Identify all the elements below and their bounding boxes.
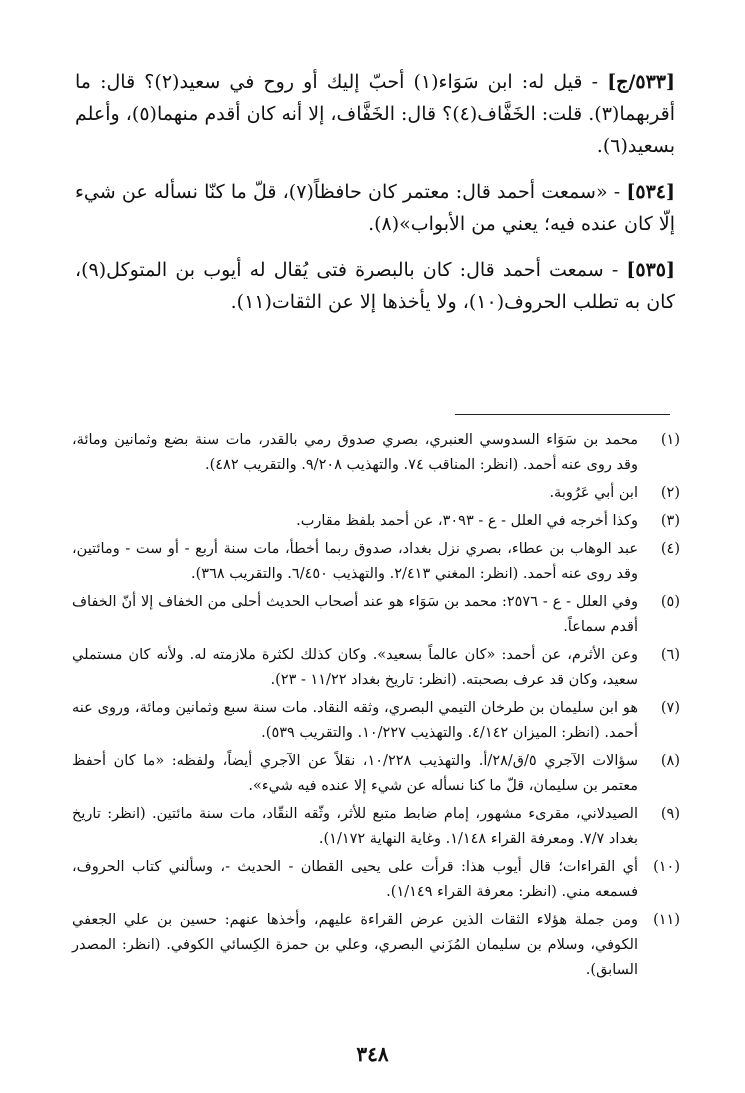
footnote-number: (١١) [653, 912, 680, 928]
footnote-text: وفي العلل - ع - ٢٥٧٦: محمد بن سَوَاء هو عند أصحاب الحديث أحلى من الخفاف إلا أنّ الخفاف أقدم سماعاً. [72, 594, 638, 635]
footnote-5 [72, 590, 680, 640]
footnote-text: هو ابن سليمان بن طرخان التيمي البصري، وثقه النقاد. مات سنة سبع وثمانين ومائة، وروى عنه أحمد. (انظر: الميزان ٤/١٤٢. والتهذيب ١٠/٢٢٧. والتقريب ٥٣٩). [72, 700, 638, 741]
footnote-9 [72, 802, 680, 852]
footnote-11 [72, 908, 680, 983]
footnote-text: محمد بن سَوَاء السدوسي العنبري، بصري صدوق رمي بالقدر، مات سنة بضع وثمانين ومائة، وقد روى عنه أحمد. (انظر: المناقب ٧٤. والتهذيب ٩/٢٠٨. والتقريب ٤٨٢). [72, 432, 638, 473]
footnote-text: أي القراءات؛ قال أيوب هذا: قرأت على يحيى القطان - الحديث -، وسألني كتاب الحروف، فسمعه مني. (انظر: معرفة القراء ١/١٤٩). [72, 859, 638, 900]
footnote-number: (٦) [660, 647, 680, 663]
footnote-4 [72, 537, 680, 587]
footnote-number: (١٠) [653, 859, 680, 875]
footnote-text: ومن جملة هؤلاء الثقات الذين عرض القراءة عليهم، وأخذها عنهم: حسين بن علي الجعفي الكوفي، وسلام بن سليمان المُزَني البصري، وعلي بن حمزة الكِسائي الكوفي. (انظر: المصدر السابق). [72, 912, 638, 978]
footnote-text: وعن الأثرم، عن أحمد: «كان عالماً بسعيد». وكان كذلك لكثرة ملازمته له. ولأنه كان مستملي سعيد، وكان قد عرف بصحبته. (انظر: تاريخ بغداد ١١/٢٢ - ٢٣). [72, 647, 638, 688]
paragraph-number: [٥٣٣/ج] [607, 71, 676, 93]
footnotes [72, 428, 680, 986]
footnote-number: (٣) [660, 513, 680, 529]
footnote-1 [72, 428, 680, 478]
footnote-3 [72, 509, 680, 534]
footnote-number: (٨) [660, 753, 680, 769]
footnote-number: (٢) [660, 485, 680, 501]
footnote-number: (١) [660, 432, 680, 448]
page-number: ٣٤٨ [356, 1042, 389, 1066]
footnote-number: (٧) [660, 700, 680, 716]
footnote-6 [72, 643, 680, 693]
footnote-number: (٩) [660, 806, 680, 822]
footnote-text: الصيدلاني، مقرىء مشهور، إمام ضابط متبع للأثر، وثّقه النقّاد، مات سنة مائتين. (انظر: تاريخ بغداد ٧/٧. ومعرفة القراء ١/١٤٨. وغاية النهاية ١/١٧٢). [72, 806, 638, 847]
footnote-divider [455, 414, 670, 415]
footnote-text: سؤالات الآجري ٥/ق/٢٨/أ. والتهذيب ١٠/٢٢٨، نقلاً عن الآجري أيضاً، ولفظه: «ما كان أحفظ معتمر بن سليمان، قلّ ما كنا نسأله عن شيء إلا عنده فيه شيء». [72, 753, 638, 794]
footnote-text: عبد الوهاب بن عطاء، بصري نزل بغداد، صدوق ربما أخطأ، مات سنة أربع - أو ست - ومائتين، وقد روى عنه أحمد. (انظر: المغني ٢/٤١٣. والتهذيب ٦/٤٥٠. والتقريب ٣٦٨). [72, 541, 638, 582]
paragraph-534 [75, 176, 675, 240]
paragraph-535 [75, 254, 675, 318]
footnote-text: ابن أبي عَرُوبة. [549, 485, 638, 501]
paragraph-text: - سمعت أحمد قال: كان بالبصرة فتى يُقال له أيوب بن المتوكل(٩)، كان به تطلب الحروف(١٠)، ولا يأخذها إلا عن الثقات(١١). [75, 259, 675, 313]
footnote-10 [72, 855, 680, 905]
footnote-number: (٤) [660, 541, 680, 557]
paragraph-text: - «سمعت أحمد قال: معتمر كان حافظاً(٧)، قلّ ما كنّا نسأله عن شيء إلّا كان عنده فيه؛ يعني من الأبواب»(٨). [75, 181, 675, 235]
footnote-7 [72, 696, 680, 746]
main-text [75, 66, 675, 332]
footnote-text: وكذا أخرجه في العلل - ع - ٣٠٩٣، عن أحمد بلفظ مقارب. [296, 513, 638, 529]
paragraph-text: - قيل له: ابن سَوَاء(١) أحبّ إليك أو روح في سعيد(٢)؟ قال: ما أقربهما(٣). قلت: الخَفَّاف(٤)؟ قال: الخَفَّاف، إلا أنه كان أقدم منهما(٥)، وأعلم بسعيد(٦). [75, 71, 675, 157]
footnote-number: (٥) [660, 594, 680, 610]
footnote-2 [72, 481, 680, 506]
paragraph-number: [٥٣٥] [626, 259, 675, 281]
footnote-8 [72, 749, 680, 799]
paragraph-533 [75, 66, 675, 162]
paragraph-number: [٥٣٤] [626, 181, 675, 203]
